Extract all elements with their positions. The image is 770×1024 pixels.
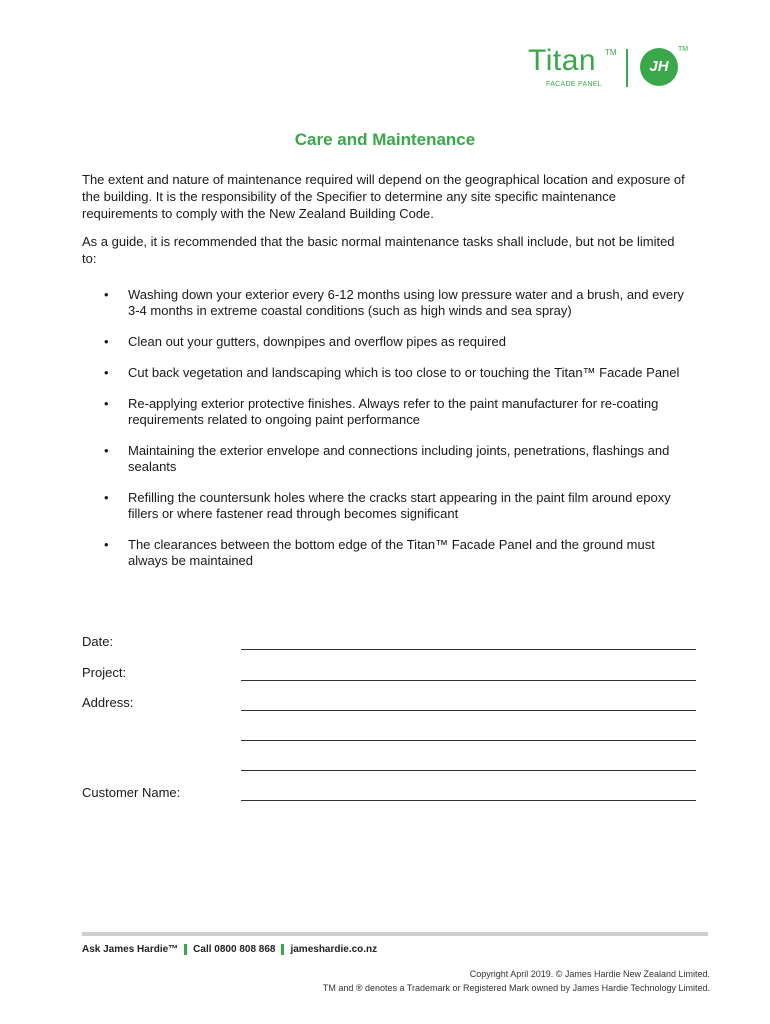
- james-hardie-logo-icon: [640, 48, 678, 86]
- address-field-line-3[interactable]: [241, 757, 696, 771]
- customer-name-label: Customer Name:: [82, 785, 181, 800]
- list-item: • Refilling the countersunk holes where the cracks start appearing in the paint film around epoxy fillers or where fastener read through becomes significant: [82, 490, 692, 522]
- website-link[interactable]: jameshardie.co.nz: [290, 944, 378, 956]
- ask-james-hardie: Ask James Hardie™: [82, 944, 179, 956]
- phone-number: Call 0800 808 868: [193, 944, 276, 956]
- list-item: • The clearances between the bottom edge of the Titan™ Facade Panel and the ground must always be maintained: [82, 537, 692, 569]
- list-item: • Re-applying exterior protective finishes. Always refer to the paint manufacturer for re-coating requirements related to ongoing paint performance: [82, 396, 692, 428]
- page-title: Care and Maintenance: [294, 130, 476, 149]
- logo-divider: [626, 49, 628, 87]
- address-field-line-1[interactable]: [241, 697, 696, 711]
- logo-wordmark: Titan: [528, 44, 597, 77]
- logo-mark-text: JH: [649, 58, 669, 75]
- list-item: • Cut back vegetation and landscaping which is too close to or touching the Titan™ Facade Panel: [82, 365, 692, 381]
- maintenance-task-list: [82, 287, 692, 584]
- guide-paragraph: As a guide, it is recommended that the basic normal maintenance tasks shall include, but not be limited to:: [82, 234, 675, 266]
- logo-mark-trademark: TM: [678, 46, 689, 53]
- footer-separator: [281, 944, 284, 955]
- list-item: • Clean out your gutters, downpipes and overflow pipes as required: [82, 334, 692, 350]
- list-item: • Maintaining the exterior envelope and connections including joints, penetrations, flashings and sealants: [82, 443, 692, 475]
- logo-subtitle: FACADE PANEL: [546, 81, 602, 88]
- footer-contact: [82, 944, 377, 955]
- titan-logo: [522, 44, 692, 96]
- customer-name-field[interactable]: [241, 787, 696, 801]
- address-field-line-2[interactable]: [241, 727, 696, 741]
- copyright-text: Copyright April 2019. © James Hardie New Zealand Limited.: [469, 969, 710, 979]
- address-label: Address:: [82, 695, 134, 710]
- project-field[interactable]: [241, 667, 696, 681]
- logo-trademark: TM: [605, 48, 617, 57]
- list-item: • Washing down your exterior every 6-12 months using low pressure water and a brush, and every 3-4 months in extreme coastal conditions (such as high winds and sea spray): [82, 287, 692, 319]
- footer-divider: [82, 932, 708, 936]
- footer-separator: [184, 944, 187, 955]
- intro-paragraph: The extent and nature of maintenance required will depend on the geographical location and exposure of the building. It is the responsibility of the Specifier to determine any site specific maintenance requirements to comply with the New Zealand Building Code.: [82, 172, 685, 221]
- trademark-text: TM and ® denotes a Trademark or Registered Mark owned by James Hardie Technology Limited.: [322, 983, 710, 993]
- date-field[interactable]: [241, 636, 696, 650]
- date-label: Date:: [82, 634, 114, 649]
- project-label: Project:: [82, 665, 127, 680]
